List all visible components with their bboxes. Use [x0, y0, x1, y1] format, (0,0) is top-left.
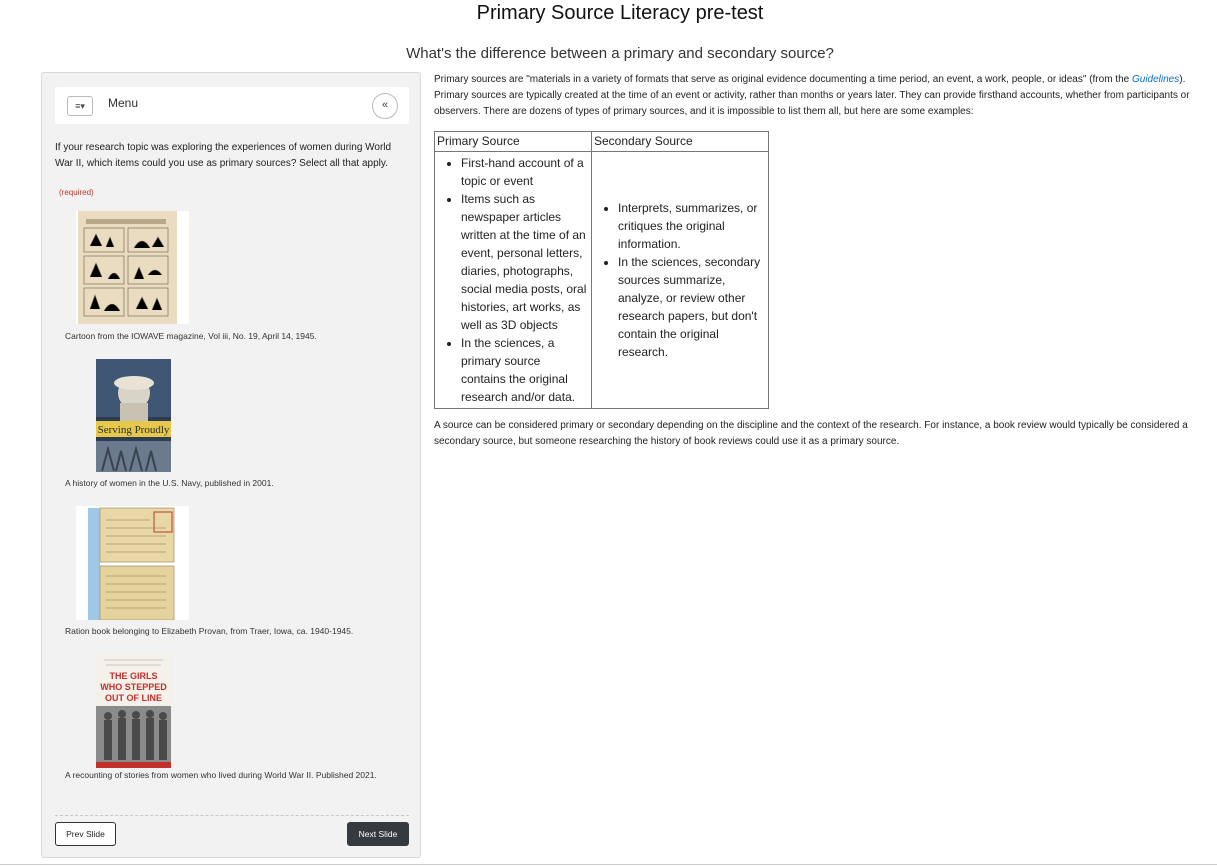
primary-source-item: • In the sciences, a primary source contains the original research and/or data.: [461, 334, 587, 406]
explanation-content: [434, 72, 1199, 120]
svg-text:THE GIRLS: THE GIRLS: [109, 671, 158, 681]
option-cartoon-caption: Cartoon from the IOWAVE magazine, Vol iii, No. 19, April 14, 1945.: [65, 331, 317, 341]
primary-source-header: Primary Source: [435, 132, 592, 152]
serving-proudly-cover-title: Serving Proudly: [97, 424, 170, 436]
question-title: What's the difference between a primary and secondary source?: [406, 45, 834, 62]
option-girls-stepped-out-caption: A recounting of stories from women who lived during World War II. Published 2021.: [65, 770, 377, 780]
next-slide-button[interactable]: Next Slide: [347, 822, 409, 846]
page-bottom-border: [0, 864, 1217, 865]
svg-text:WHO STEPPED: WHO STEPPED: [100, 682, 167, 692]
required-label: (required): [59, 188, 94, 197]
option-serving-proudly-image[interactable]: [96, 359, 171, 472]
secondary-source-cell: [592, 152, 769, 409]
option-ration-book-image[interactable]: [76, 506, 189, 620]
option-ration-book-caption: Ration book belonging to Elizabeth Provan, from Traer, Iowa, ca. 1940-1945.: [65, 626, 354, 636]
secondary-source-item: • Interprets, summarizes, or critiques the original information.: [618, 199, 764, 253]
page-title: Primary Source Literacy pre-test: [476, 2, 764, 24]
guidelines-link[interactable]: Guidelines: [1131, 74, 1180, 85]
secondary-source-header: Secondary Source: [592, 132, 769, 152]
intro-paragraph: [434, 72, 1199, 120]
menu-toggle-icon[interactable]: ≡▾: [67, 96, 93, 116]
closing-paragraph: A source can be considered primary or secondary depending on the discipline and the context of the research. For instance, a book review would typically be considered a secondary source, but someone researching the history of book reviews could use it as a primary source.: [434, 420, 1188, 447]
secondary-source-item: • In the sciences, secondary sources summarize, analyze, or review other research papers, but don't contain the original research.: [618, 253, 764, 361]
option-cartoon-image[interactable]: [76, 211, 189, 324]
prev-slide-button[interactable]: Prev Slide: [55, 822, 116, 846]
option-serving-proudly-caption: A history of women in the U.S. Navy, published in 2001.: [65, 478, 274, 488]
intro-text-start: Primary sources are "materials in a variety of formats that serve as original evidence documenting a time period, an event, a work, people, or ideas" (from the: [434, 74, 1132, 85]
primary-source-item: • First-hand account of a topic or event: [461, 154, 587, 190]
question-prompt: If your research topic was exploring the experiences of women during World War II, which items could you use as primary sources? Select all that apply.: [55, 142, 392, 169]
option-girls-stepped-out-image[interactable]: [96, 654, 171, 768]
closing-paragraph-container: [434, 418, 1199, 450]
intro-text-end: ). Primary sources are typically created at the time of an event or activity, rather than months or years later. They can provide firsthand accounts, whether from participants or observers. There are dozens of types of primary sources, and it is impossible to list them all, but here are some examples:: [434, 74, 1190, 117]
collapse-panel-icon[interactable]: «: [372, 93, 398, 119]
question-panel: [41, 72, 421, 858]
menu-label[interactable]: Menu: [108, 96, 139, 110]
primary-source-cell: [435, 152, 592, 409]
source-comparison-table: [434, 131, 769, 409]
nav-divider: [55, 815, 409, 816]
menu-bar: [55, 87, 409, 124]
svg-text:OUT OF LINE: OUT OF LINE: [105, 693, 162, 703]
primary-source-item: • Items such as newspaper articles written at the time of an event, personal letters, diaries, photographs, social media posts, oral histories, art works, as well as 3D objects: [461, 190, 587, 334]
